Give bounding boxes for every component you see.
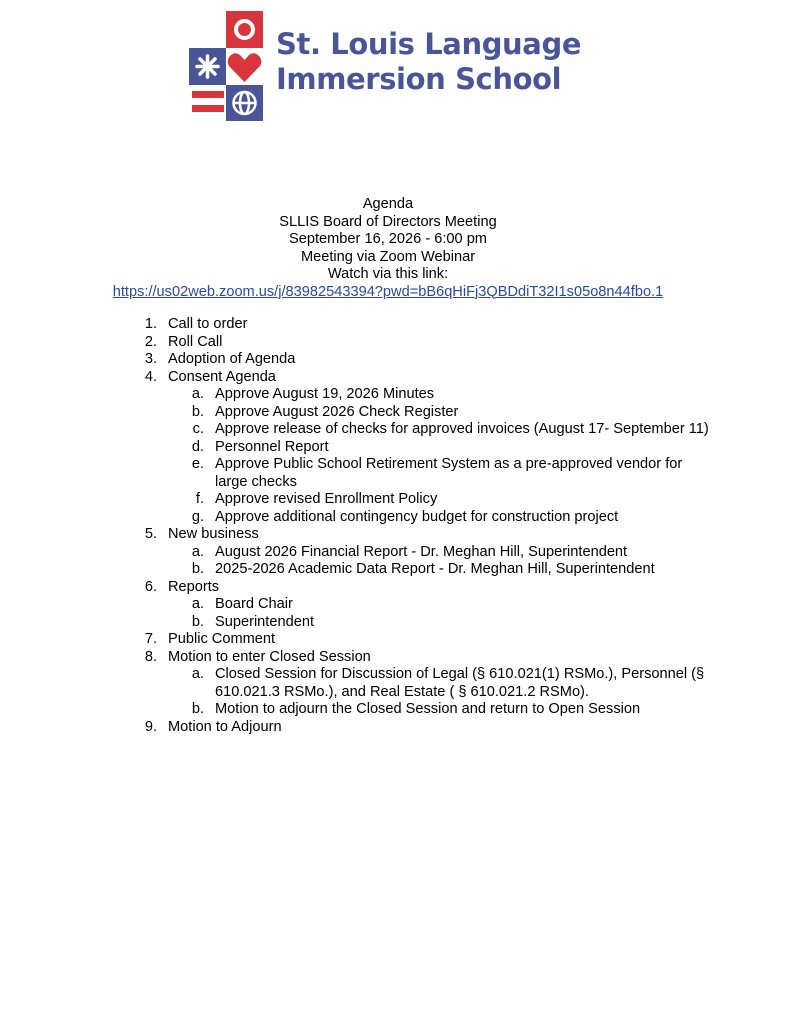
item-letter: b.: [191, 701, 204, 717]
sub-list-item: [0, 491, 791, 509]
sub-list-item: [0, 614, 791, 632]
sub-list-item: [0, 509, 791, 527]
list-item: [0, 631, 791, 649]
list-item: [0, 526, 791, 544]
item-letter: a.: [191, 666, 204, 682]
item-number: 4.: [144, 368, 157, 385]
logo-line-1: St. Louis Language: [276, 27, 582, 61]
item-text: New business: [168, 526, 259, 542]
logo-line-2: Immersion School: [276, 62, 562, 96]
zoom-link[interactable]: https://us02web.zoom.us/j/83982543394?pwd=bB6qHiFj3QBDdiT32I1s05o8n44fbo.1: [112, 283, 664, 300]
item-text: Approve revised Enrollment Policy: [215, 491, 438, 507]
item-text: Motion to Adjourn: [168, 718, 282, 735]
item-text: Motion to adjourn the Closed Session and return to Open Session: [215, 701, 641, 717]
sub-list-item: [0, 456, 791, 474]
item-letter: g.: [191, 508, 204, 525]
item-text: 2025-2026 Academic Data Report - Dr. Meghan Hill, Superintendent: [215, 561, 655, 577]
item-text: Public Comment: [168, 631, 276, 647]
sub-list-item: [0, 421, 791, 439]
item-letter: a.: [191, 543, 204, 560]
item-text: Approve additional contingency budget for construction project: [215, 508, 619, 525]
item-text: Closed Session for Discussion of Legal (§ 610.021(1) RSMo.), Personnel (§: [215, 666, 705, 682]
item-text: Approve Public School Retirement System as a pre-approved vendor for: [215, 456, 683, 472]
list-item: [0, 334, 791, 352]
sub-list-item: [0, 561, 791, 579]
item-number: 5.: [144, 526, 157, 542]
item-letter: f.: [195, 491, 204, 507]
sub-list-item: [0, 386, 791, 404]
item-letter: d.: [191, 438, 204, 455]
sub-list-item-continuation: [0, 474, 791, 492]
sub-list-item: [0, 666, 791, 684]
item-text: Consent Agenda: [168, 368, 276, 385]
item-letter: b.: [191, 613, 204, 630]
sub-list-item: [0, 439, 791, 457]
logo-wordmark: [276, 27, 581, 97]
item-number: 8.: [144, 648, 157, 665]
meeting-venue: Meeting via Zoom Webinar: [300, 248, 476, 265]
item-number: 1.: [144, 316, 157, 332]
item-letter: a.: [191, 596, 204, 612]
item-text: Superintendent: [215, 613, 314, 630]
list-item: [0, 351, 791, 369]
item-number: 2.: [144, 333, 157, 350]
list-item: [0, 649, 791, 667]
meeting-date: September 16, 2026 - 6:00 pm: [289, 231, 487, 247]
item-text: Roll Call: [168, 333, 223, 350]
item-letter: c.: [192, 421, 204, 437]
item-text: Approve release of checks for approved invoices (August 17- September 11): [215, 421, 709, 437]
agenda-title: Agenda: [362, 196, 414, 212]
sub-list-item: [0, 596, 791, 614]
item-text: Approve August 2026 Check Register: [215, 403, 459, 420]
item-letter: e.: [191, 456, 204, 472]
agenda-list: [0, 316, 791, 736]
item-text: large checks: [215, 473, 297, 490]
item-text: Personnel Report: [215, 438, 329, 455]
sub-list-item-continuation: [0, 684, 791, 702]
list-item: [0, 369, 791, 387]
item-number: 9.: [144, 718, 157, 735]
list-item: [0, 316, 791, 334]
school-logo: [189, 11, 589, 121]
item-number: 6.: [144, 578, 157, 595]
item-letter: b.: [191, 561, 204, 577]
item-text: Board Chair: [215, 596, 293, 612]
item-number: 7.: [144, 631, 157, 647]
watch-label: Watch via this link:: [327, 266, 449, 282]
list-item: [0, 579, 791, 597]
sub-list-item: [0, 701, 791, 719]
sub-list-item: [0, 404, 791, 422]
item-letter: b.: [191, 403, 204, 420]
meeting-name: SLLIS Board of Directors Meeting: [279, 213, 497, 230]
sub-list-item: [0, 544, 791, 562]
list-item: [0, 719, 791, 737]
item-text: Reports: [168, 578, 220, 595]
item-letter: a.: [191, 386, 204, 402]
item-text: Approve August 19, 2026 Minutes: [215, 386, 435, 402]
item-text: Call to order: [168, 316, 248, 332]
item-text: Adoption of Agenda: [168, 351, 296, 367]
item-text: August 2026 Financial Report - Dr. Meghan Hill, Superintendent: [215, 543, 628, 560]
logo-mark-icon: [189, 11, 263, 121]
meeting-header: [0, 196, 776, 301]
item-number: 3.: [144, 351, 157, 367]
item-text: 610.021.3 RSMo.), and Real Estate ( § 610.021.2 RSMo).: [215, 683, 589, 700]
item-text: Motion to enter Closed Session: [168, 648, 371, 665]
